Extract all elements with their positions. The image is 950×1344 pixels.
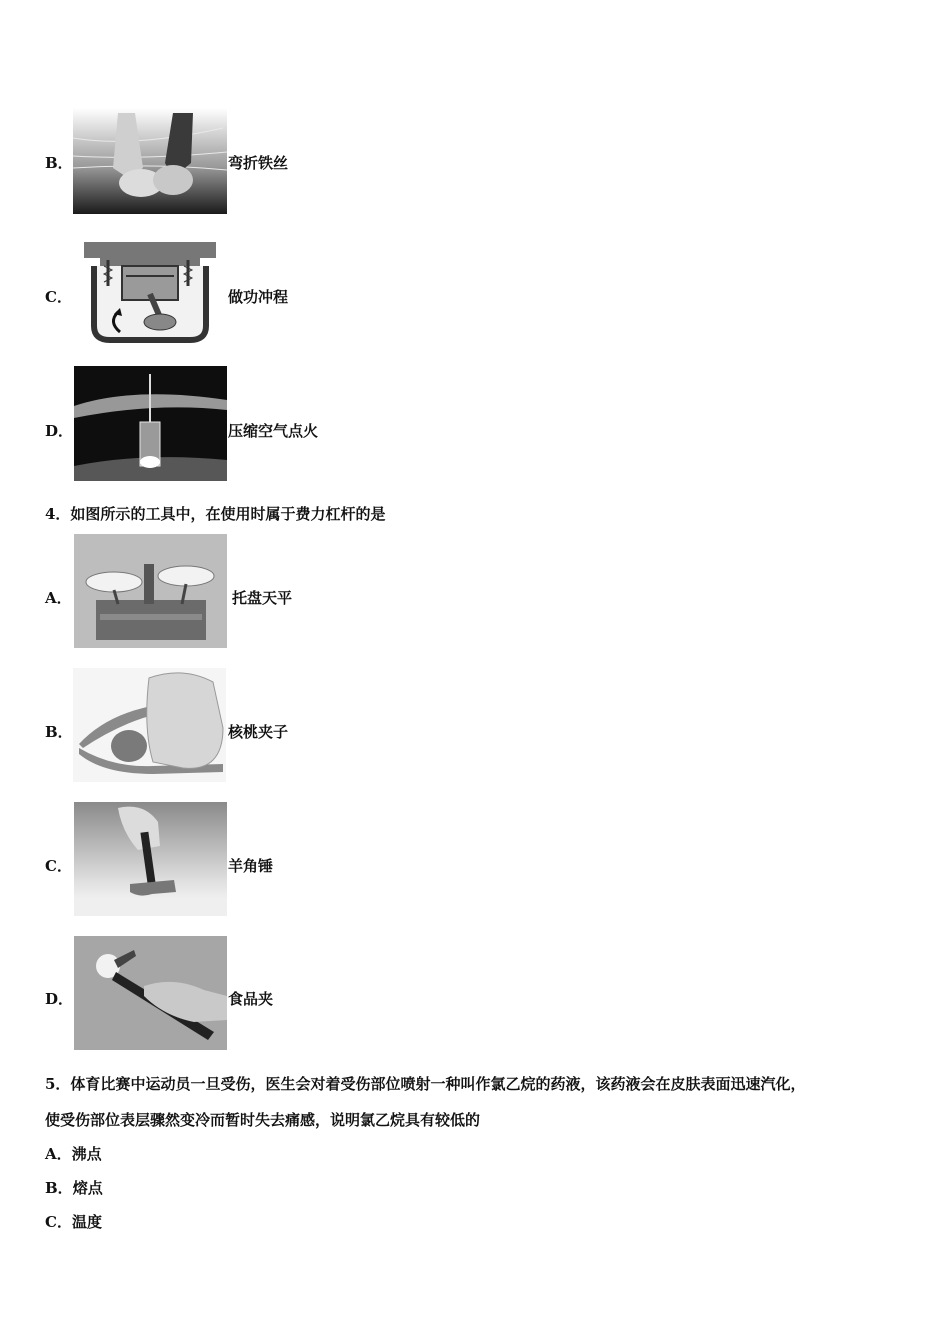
q3-option-c-text: 做功冲程 bbox=[228, 288, 289, 306]
q5-option-b-text: 熔点 bbox=[72, 1179, 103, 1197]
q5-option-b bbox=[45, 1177, 103, 1198]
q5-stem-line2: 使受伤部位表层骤然变冷而暂时失去痛感，说明氯乙烷具有较低的 bbox=[45, 1111, 481, 1129]
q4-option-a-letter: A． bbox=[45, 589, 72, 607]
q4-option-a-image-balance bbox=[74, 534, 227, 648]
q3-option-b-letter: B． bbox=[45, 154, 73, 172]
q5-option-c-letter: C． bbox=[45, 1213, 72, 1231]
q3-option-c-letter: C． bbox=[45, 288, 72, 306]
q4-option-c-text: 羊角锤 bbox=[228, 857, 274, 875]
q5-option-a bbox=[45, 1143, 102, 1164]
q5-option-c-text: 温度 bbox=[71, 1213, 102, 1231]
q4-option-a-text: 托盘天平 bbox=[232, 589, 293, 607]
q4-option-d-text: 食品夹 bbox=[228, 990, 274, 1008]
q5-stem-line1: 5．体育比赛中运动员一旦受伤，医生会对着受伤部位喷射一种叫作氯乙烷的药液，该药液会在皮肤表面迅速汽化， bbox=[45, 1075, 806, 1093]
q3-option-b-text: 弯折铁丝 bbox=[228, 154, 289, 172]
q3-option-d-letter: D． bbox=[45, 422, 74, 440]
q3-option-d-text: 压缩空气点火 bbox=[228, 422, 319, 440]
q4-option-d-image-food-tongs bbox=[74, 936, 227, 1050]
q4-option-d-letter: D． bbox=[45, 990, 74, 1008]
q4-option-b-letter: B． bbox=[45, 723, 73, 741]
q5-option-a-text: 沸点 bbox=[71, 1145, 102, 1163]
q5-option-b-letter: B． bbox=[45, 1179, 73, 1197]
q4-option-b-image-nutcracker bbox=[73, 668, 226, 782]
q4-option-b-text: 核桃夹子 bbox=[228, 723, 289, 741]
q4-stem: 4．如图所示的工具中，在使用时属于费力杠杆的是 bbox=[45, 505, 386, 523]
q4-option-c-image-claw-hammer bbox=[74, 802, 227, 916]
q3-option-c-image-engine-stroke bbox=[80, 236, 220, 344]
q3-option-b-image-bending-wire bbox=[73, 108, 227, 214]
q5-option-c bbox=[45, 1211, 102, 1232]
q3-option-d-image-compressed-air-ignition bbox=[74, 366, 227, 481]
q5-option-a-letter: A． bbox=[45, 1145, 72, 1163]
q4-option-c-letter: C． bbox=[45, 857, 72, 875]
